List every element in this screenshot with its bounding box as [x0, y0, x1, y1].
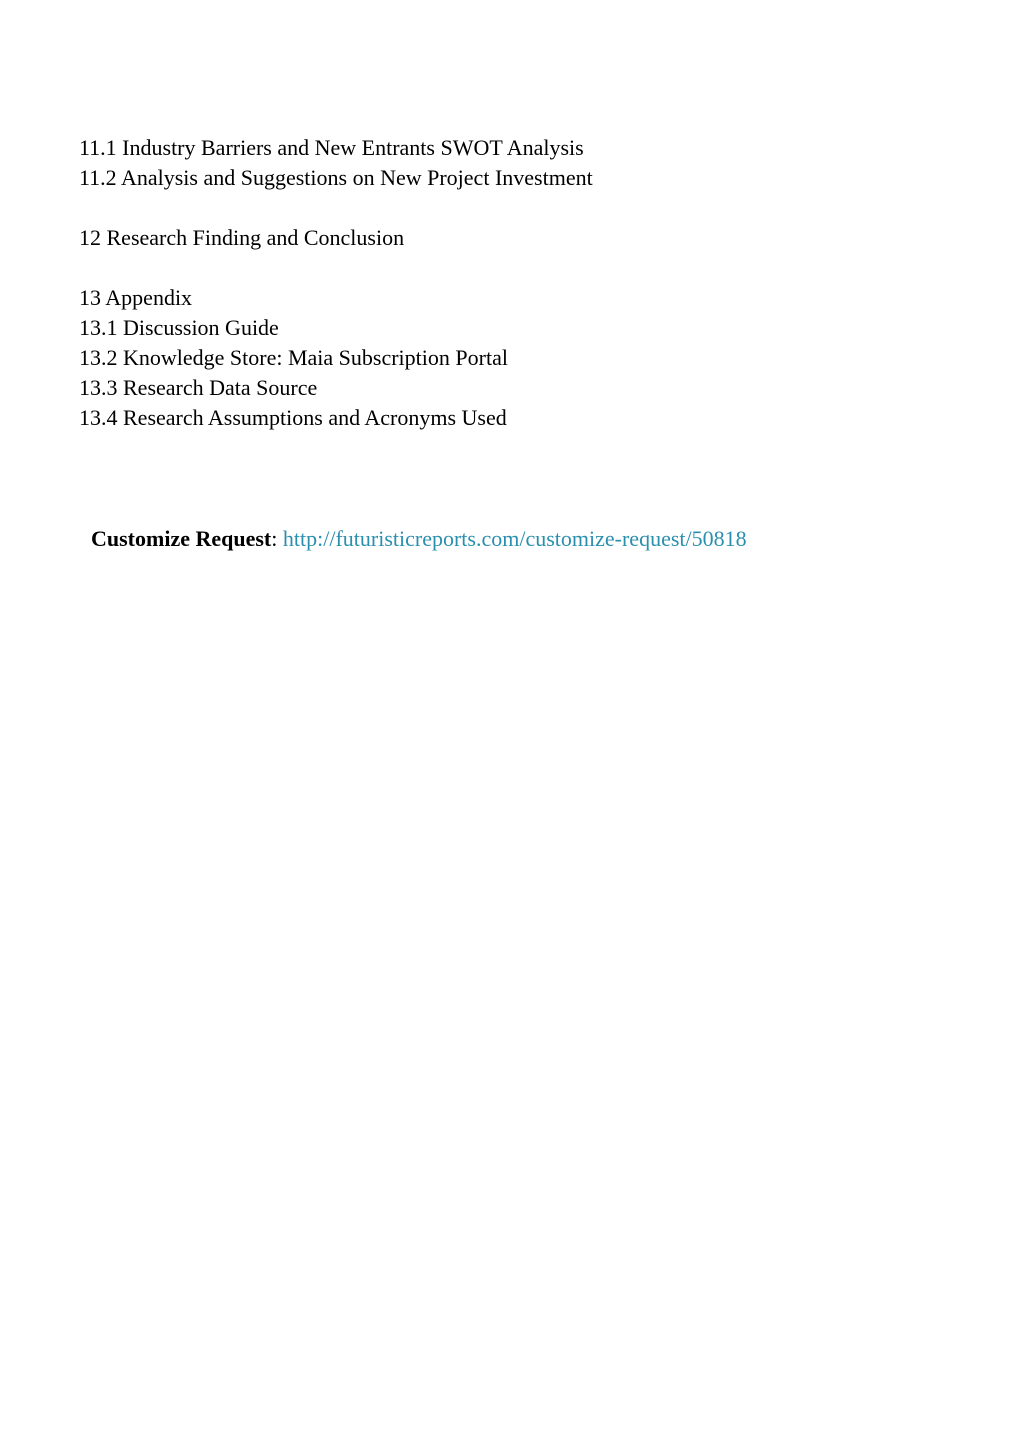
toc-entry-13-2: 13.2 Knowledge Store: Maia Subscription Portal [79, 345, 508, 370]
toc-spacer [79, 193, 593, 223]
customize-request-link[interactable]: http://futuristicreports.com/customize-request/50818 [282, 526, 747, 551]
toc-entry-13-3: 13.3 Research Data Source [79, 375, 318, 400]
customize-request-label: Customize Request [91, 526, 272, 551]
customize-request-separator: : [271, 526, 283, 551]
toc-spacer [79, 253, 593, 283]
table-of-contents [79, 133, 593, 433]
customize-request-line [91, 524, 747, 554]
toc-entry-11-2: 11.2 Analysis and Suggestions on New Project Investment [79, 165, 593, 190]
toc-entry-13: 13 Appendix [79, 285, 193, 310]
toc-entry-12: 12 Research Finding and Conclusion [79, 225, 405, 250]
toc-entry-11-1: 11.1 Industry Barriers and New Entrants SWOT Analysis [79, 135, 584, 160]
toc-entry-13-4: 13.4 Research Assumptions and Acronyms Used [79, 405, 507, 430]
toc-entry-13-1: 13.1 Discussion Guide [79, 315, 279, 340]
